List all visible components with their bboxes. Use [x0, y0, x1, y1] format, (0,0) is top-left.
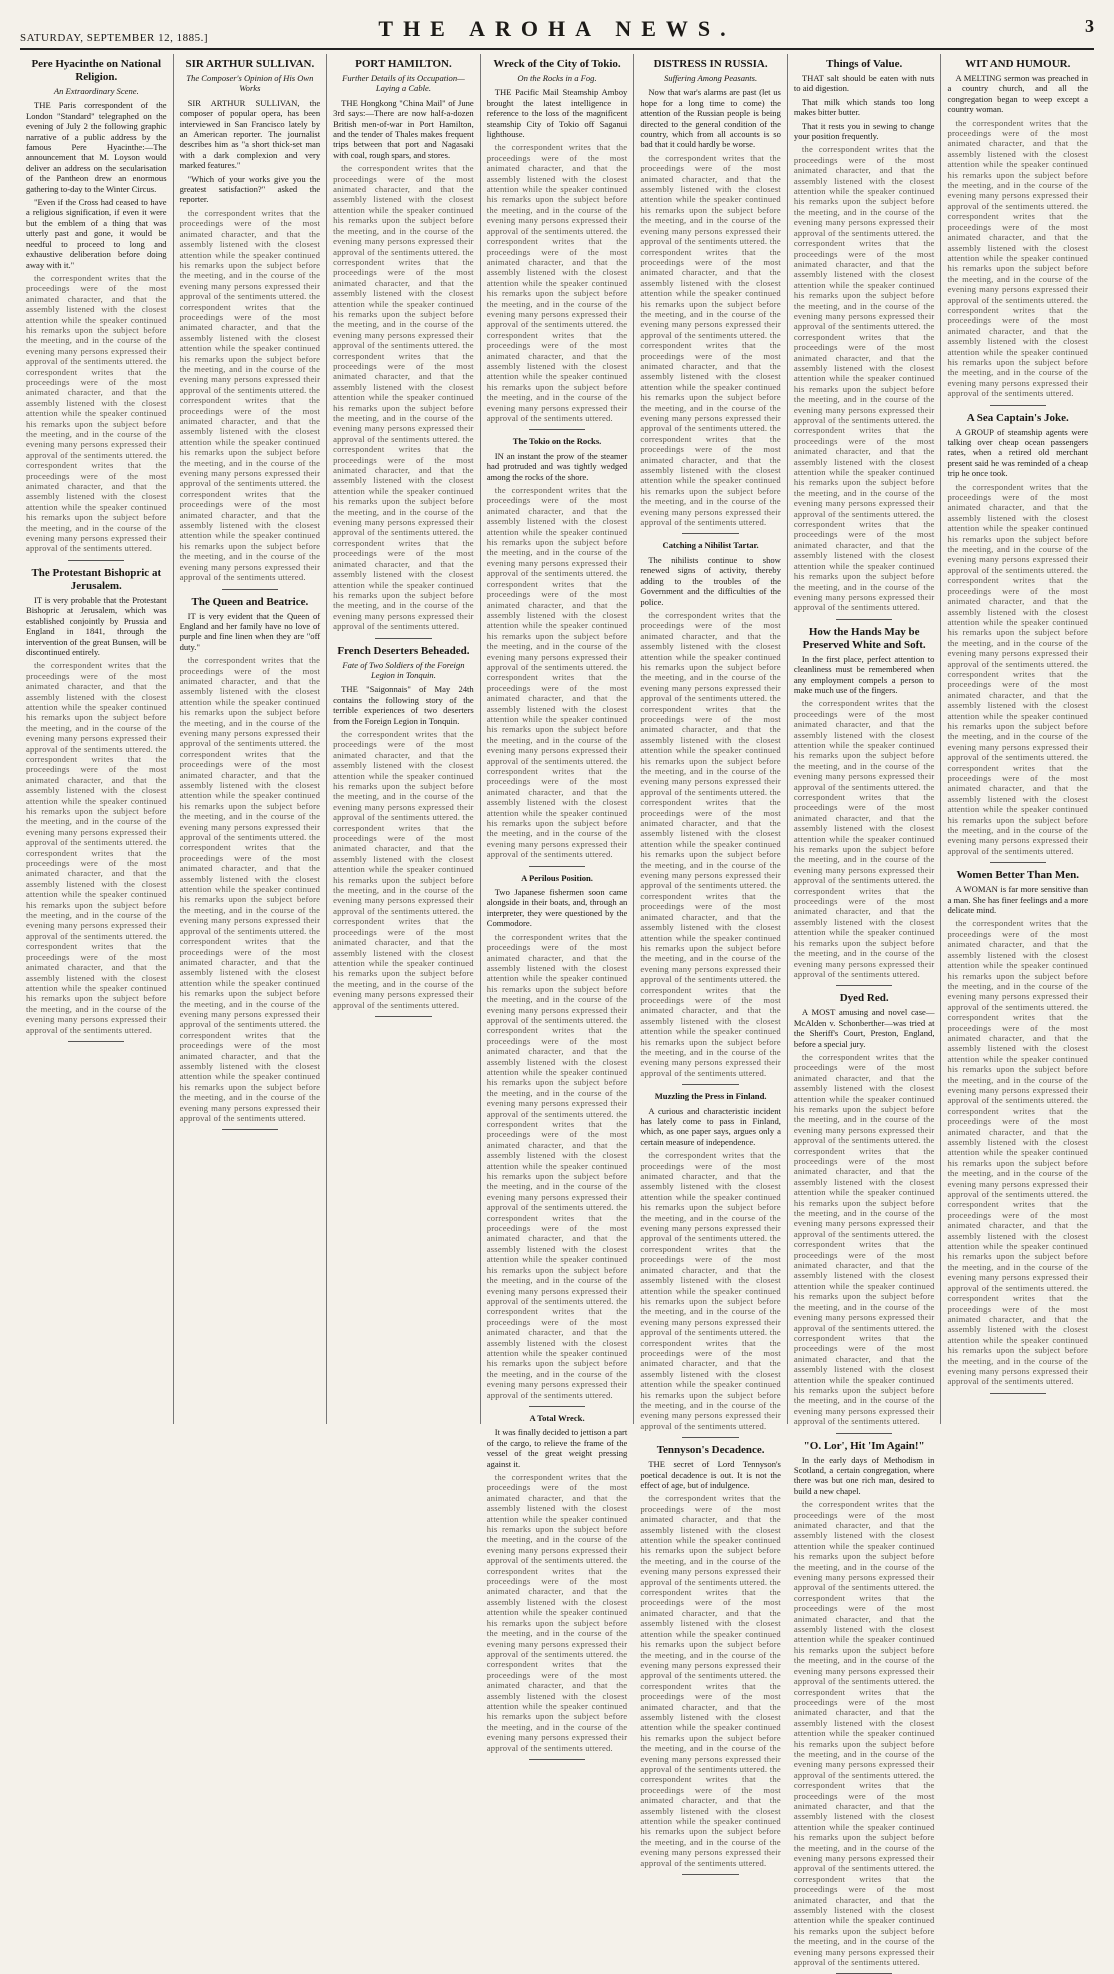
article: [640, 540, 781, 1085]
article-paragraph: Two Japanese fishermen soon came alongside in their boats, and, through an interpreter, they were questioned by the Commodore.: [486, 887, 628, 929]
article-paragraph: THE Pacific Mail Steamship Amboy brought the latest intelligence in reference to the loss of the magnificent steamship City of Tokio off Saganui lighthouse.: [486, 87, 628, 140]
article-heading: A Sea Captain's Joke.: [966, 411, 1069, 424]
body-text-filler: the correspondent writes that the proceedings were of the most animated character, and that the assembly listened with the closest attention while the speaker continued his remarks upon the subject before the meeting, and in the course of the evening many persons expressed their approval of the sentiments uttered. the correspondent writes that the proceedings were of the most animated character, and that the assembly listened with the closest attention while the speaker continued his remarks upon the subject before the meeting, and in the course of the evening many persons expressed their approval of the sentiments uttered. the correspondent writes that the proceedings were of the most animated character, and that the assembly listened with the closest attention while the speaker continued his remarks upon the subject before the meeting, and in the course of the evening many persons expressed their approval of the sentiments uttered. the correspondent writes that the proceedings were of the most animated character, and that the assembly listened with the closest attention while the speaker continued his remarks upon the subject before the meeting, and in the course of the evening many persons expressed their approval of the sentiments uttered.: [486, 485, 628, 860]
body-text-filler: the correspondent writes that the proceedings were of the most animated character, and that the assembly listened with the closest attention while the speaker continued his remarks upon the subject before the meeting, and in the course of the evening many persons expressed their approval of the sentiments uttered. the correspondent writes that the proceedings were of the most animated character, and that the assembly listened with the closest attention while the speaker continued his remarks upon the subject before the meeting, and in the course of the evening many persons expressed their approval of the sentiments uttered. the correspondent writes that the proceedings were of the most animated character, and that the assembly listened with the closest attention while the speaker continued his remarks upon the subject before the meeting, and in the course of the evening many persons expressed their approval of the sentiments uttered. the correspondent writes that the proceedings were of the most animated character, and that the assembly listened with the closest attention while the speaker continued his remarks upon the subject before the meeting, and in the course of the evening many persons expressed their approval of the sentiments uttered. the correspondent writes that the proceedings were of the most animated character, and that the assembly listened with the closest attention while the speaker continued his remarks upon the subject before the meeting, and in the course of the evening many persons expressed their approval of the sentiments uttered.: [640, 609, 781, 1078]
body-text-filler: the correspondent writes that the proceedings were of the most animated character, and that the assembly listened with the closest attention while the speaker continued his remarks upon the subject before the meeting, and in the course of the evening many persons expressed their approval of the sentiments uttered. the correspondent writes that the proceedings were of the most animated character, and that the assembly listened with the closest attention while the speaker continued his remarks upon the subject before the meeting, and in the course of the evening many persons expressed their approval of the sentiments uttered. the correspondent writes that the proceedings were of the most animated character, and that the assembly listened with the closest attention while the speaker continued his remarks upon the subject before the meeting, and in the course of the evening many persons expressed their approval of the sentiments uttered. the correspondent writes that the proceedings were of the most animated character, and that the assembly listened with the closest attention while the speaker continued his remarks upon the subject before the meeting, and in the course of the evening many persons expressed their approval of the sentiments uttered. the correspondent writes that the proceedings were of the most animated character, and that the assembly listened with the closest attention while the speaker continued his remarks upon the subject before the meeting, and in the course of the evening many persons expressed their approval of the sentiments uttered.: [486, 931, 628, 1400]
article-divider: [375, 1016, 431, 1017]
article-heading: The Protestant Bishopric at Jerusalem.: [31, 566, 162, 592]
article-subheading: A Total Wreck.: [529, 1412, 585, 1423]
article-divider: [375, 638, 431, 639]
article: [794, 992, 935, 1433]
article-paragraph: That milk which stands too long makes bitter butter.: [793, 96, 935, 118]
article-paragraph: "Which of your works give you the greatest satisfaction?" asked the reporter.: [179, 173, 321, 205]
column-3: [327, 54, 481, 1424]
article: [487, 436, 628, 866]
body-text-filler: the correspondent writes that the proceedings were of the most animated character, and that the assembly listened with the closest attention while the speaker continued his remarks upon the subject before the meeting, and in the course of the evening many persons expressed their approval of the sentiments uttered. the correspondent writes that the proceedings were of the most animated character, and that the assembly listened with the closest attention while the speaker continued his remarks upon the subject before the meeting, and in the course of the evening many persons expressed their approval of the sentiments uttered. the correspondent writes that the proceedings were of the most animated character, and that the assembly listened with the closest attention while the speaker continued his remarks upon the subject before the meeting, and in the course of the evening many persons expressed their approval of the sentiments uttered.: [793, 698, 935, 979]
column-4: [481, 54, 635, 1753]
article-divider: [529, 1759, 585, 1760]
columns: [20, 54, 1094, 1968]
body-text-filler: the correspondent writes that the proceedings were of the most animated character, and that the assembly listened with the closest attention while the speaker continued his remarks upon the subject before the meeting, and in the course of the evening many persons expressed their approval of the sentiments uttered. the correspondent writes that the proceedings were of the most animated character, and that the assembly listened with the closest attention while the speaker continued his remarks upon the subject before the meeting, and in the course of the evening many persons expressed their approval of the sentiments uttered. the correspondent writes that the proceedings were of the most animated character, and that the assembly listened with the closest attention while the speaker continued his remarks upon the subject before the meeting, and in the course of the evening many persons expressed their approval of the sentiments uttered. the correspondent writes that the proceedings were of the most animated character, and that the assembly listened with the closest attention while the speaker continued his remarks upon the subject before the meeting, and in the course of the evening many persons expressed their approval of the sentiments uttered.: [640, 1493, 781, 1868]
article-paragraph: SIR ARTHUR SULLIVAN, the composer of popular opera, has been interviewed in San Francisco lately by an American reporter. The journalist describes him as "a short thick-set man with a dark complexion and very marked features.": [179, 97, 321, 171]
body-text-filler: the correspondent writes that the proceedings were of the most animated character, and that the assembly listened with the closest attention while the speaker continued his remarks upon the subject before the meeting, and in the course of the evening many persons expressed their approval of the sentiments uttered. the correspondent writes that the proceedings were of the most animated character, and that the assembly listened with the closest attention while the speaker continued his remarks upon the subject before the meeting, and in the course of the evening many persons expressed their approval of the sentiments uttered. the correspondent writes that the proceedings were of the most animated character, and that the assembly listened with the closest attention while the speaker continued his remarks upon the subject before the meeting, and in the course of the evening many persons expressed their approval of the sentiments uttered. the correspondent writes that the proceedings were of the most animated character, and that the assembly listened with the closest attention while the speaker continued his remarks upon the subject before the meeting, and in the course of the evening many persons expressed their approval of the sentiments uttered.: [640, 152, 781, 528]
article-heading: DISTRESS IN RUSSIA.: [653, 58, 768, 70]
article-subheading: Suffering Among Peasants.: [664, 73, 758, 83]
article-heading: Pere Hyacinthe on National Religion.: [31, 58, 162, 83]
masthead: [20, 14, 1094, 50]
column-1: [20, 54, 174, 1424]
article-subheading: The Tokio on the Rocks.: [512, 436, 602, 447]
article: [947, 412, 1088, 864]
article-divider: [529, 866, 585, 867]
article-heading: Tennyson's Decadence.: [656, 1444, 765, 1457]
article-paragraph: IN an instant the prow of the steamer had protruded and was tightly wedged among the rocks of the shore.: [486, 450, 628, 482]
article-heading: Women Better Than Men.: [956, 869, 1079, 882]
article-paragraph: In the early days of Methodism in Scotland, a certain congregation, where there was but one rich man, desired to build a new chapel.: [793, 1454, 935, 1496]
article-heading: "O. Lor', Hit 'Im Again!": [803, 1439, 925, 1452]
article-heading: Dyed Red.: [839, 992, 889, 1005]
article-paragraph: Now that war's alarms are past (let us hope for a long time to come) the attention of the Russian people is being directed to the general condition of the country, which from all accounts is so bad that it could hardly be worse.: [640, 87, 781, 150]
body-text-filler: the correspondent writes that the proceedings were of the most animated character, and that the assembly listened with the closest attention while the speaker continued his remarks upon the subject before the meeting, and in the course of the evening many persons expressed their approval of the sentiments uttered. the correspondent writes that the proceedings were of the most animated character, and that the assembly listened with the closest attention while the speaker continued his remarks upon the subject before the meeting, and in the course of the evening many persons expressed their approval of the sentiments uttered. the correspondent writes that the proceedings were of the most animated character, and that the assembly listened with the closest attention while the speaker continued his remarks upon the subject before the meeting, and in the course of the evening many persons expressed their approval of the sentiments uttered. the correspondent writes that the proceedings were of the most animated character, and that the assembly listened with the closest attention while the speaker continued his remarks upon the subject before the meeting, and in the course of the evening many persons expressed their approval of the sentiments uttered.: [26, 660, 167, 1035]
article-paragraph: THE Paris correspondent of the London "Standard" telegraphed on the evening of July 2 the following graphic narrative of a public address by the famous Pere Hyacinthe:—The announcement that M. Loyson would deliver an address on the secularisation of the Pantheon drew an enormous gathering to-day to the Winter Circus.: [26, 100, 167, 194]
article-divider: [222, 589, 278, 590]
article-paragraph: IT is very probable that the Protestant Bishopric at Jerusalem, which was established conjointly by Prussia and England in 1841, through the intervention of the great Bunsen, will be discontinued entirely.: [26, 594, 167, 657]
article: [487, 1413, 628, 1760]
article: [794, 626, 935, 987]
article-paragraph: A MOST amusing and novel case—McAlden v. Schonberther—was tried at the Sheriff's Court, Preston, England, before a special jury.: [793, 1007, 935, 1049]
article-divider: [68, 1041, 124, 1042]
article-heading: WIT AND HUMOUR.: [965, 58, 1071, 70]
article-divider: [682, 533, 738, 534]
article-paragraph: THE "Saigonnais" of May 24th contains the following story of the terrible experiences of two deserters from the Foreign Legion in Tonquin.: [333, 684, 474, 726]
article: [180, 58, 321, 590]
article: [947, 58, 1088, 406]
article-paragraph: A GROUP of steamship agents were talking over cheap ocean passengers rates, when a retired old merchant present said he was reminded of a cheap trip he once took.: [947, 426, 1089, 479]
article-heading: French Deserters Beheaded.: [337, 644, 470, 657]
article: [333, 645, 474, 1017]
article: [794, 1440, 935, 1974]
body-text-filler: the correspondent writes that the proceedings were of the most animated character, and that the assembly listened with the closest attention while the speaker continued his remarks upon the subject before the meeting, and in the course of the evening many persons expressed their approval of the sentiments uttered. the correspondent writes that the proceedings were of the most animated character, and that the assembly listened with the closest attention while the speaker continued his remarks upon the subject before the meeting, and in the course of the evening many persons expressed their approval of the sentiments uttered. the correspondent writes that the proceedings were of the most animated character, and that the assembly listened with the closest attention while the speaker continued his remarks upon the subject before the meeting, and in the course of the evening many persons expressed their approval of the sentiments uttered. the correspondent writes that the proceedings were of the most animated character, and that the assembly listened with the closest attention while the speaker continued his remarks upon the subject before the meeting, and in the course of the evening many persons expressed their approval of the sentiments uttered.: [179, 207, 321, 583]
article-divider: [990, 862, 1046, 863]
article: [947, 869, 1088, 1394]
body-text-filler: the correspondent writes that the proceedings were of the most animated character, and that the assembly listened with the closest attention while the speaker continued his remarks upon the subject before the meeting, and in the course of the evening many persons expressed their approval of the sentiments uttered. the correspondent writes that the proceedings were of the most animated character, and that the assembly listened with the closest attention while the speaker continued his remarks upon the subject before the meeting, and in the course of the evening many persons expressed their approval of the sentiments uttered. the correspondent writes that the proceedings were of the most animated character, and that the assembly listened with the closest attention while the speaker continued his remarks upon the subject before the meeting, and in the course of the evening many persons expressed their approval of the sentiments uttered. the correspondent writes that the proceedings were of the most animated character, and that the assembly listened with the closest attention while the speaker continued his remarks upon the subject before the meeting, and in the course of the evening many persons expressed their approval of the sentiments uttered. the correspondent writes that the proceedings were of the most animated character, and that the assembly listened with the closest attention while the speaker continued his remarks upon the subject before the meeting, and in the course of the evening many persons expressed their approval of the sentiments uttered.: [947, 918, 1089, 1387]
body-text-filler: the correspondent writes that the proceedings were of the most animated character, and that the assembly listened with the closest attention while the speaker continued his remarks upon the subject before the meeting, and in the course of the evening many persons expressed their approval of the sentiments uttered. the correspondent writes that the proceedings were of the most animated character, and that the assembly listened with the closest attention while the speaker continued his remarks upon the subject before the meeting, and in the course of the evening many persons expressed their approval of the sentiments uttered. the correspondent writes that the proceedings were of the most animated character, and that the assembly listened with the closest attention while the speaker continued his remarks upon the subject before the meeting, and in the course of the evening many persons expressed their approval of the sentiments uttered. the correspondent writes that the proceedings were of the most animated character, and that the assembly listened with the closest attention while the speaker continued his remarks upon the subject before the meeting, and in the course of the evening many persons expressed their approval of the sentiments uttered. the correspondent writes that the proceedings were of the most animated character, and that the assembly listened with the closest attention while the speaker continued his remarks upon the subject before the meeting, and in the course of the evening many persons expressed their approval of the sentiments uttered.: [333, 163, 474, 632]
article-heading: SIR ARTHUR SULLIVAN.: [185, 58, 315, 70]
article-subheading: An Extraordinary Scene.: [53, 86, 139, 96]
article: [487, 873, 628, 1407]
article-divider: [529, 1406, 585, 1407]
article-paragraph: IT is very evident that the Queen of England and her family have no love of purple and fine linen when they are "off duty.": [179, 610, 321, 652]
article-heading: Things of Value.: [826, 58, 903, 70]
article-subheading: Fate of Two Soldiers of the Foreign Legion in Tonquin.: [342, 659, 465, 680]
article-paragraph: A MELTING sermon was preached in a country church, and all the congregation began to weep except a country woman.: [947, 73, 1089, 115]
article: [640, 58, 781, 534]
article: [794, 58, 935, 620]
article-heading: Wreck of the City of Tokio.: [493, 58, 621, 70]
body-text-filler: the correspondent writes that the proceedings were of the most animated character, and that the assembly listened with the closest attention while the speaker continued his remarks upon the subject before the meeting, and in the course of the evening many persons expressed their approval of the sentiments uttered. the correspondent writes that the proceedings were of the most animated character, and that the assembly listened with the closest attention while the speaker continued his remarks upon the subject before the meeting, and in the course of the evening many persons expressed their approval of the sentiments uttered. the correspondent writes that the proceedings were of the most animated character, and that the assembly listened with the closest attention while the speaker continued his remarks upon the subject before the meeting, and in the course of the evening many persons expressed their approval of the sentiments uttered. the correspondent writes that the proceedings were of the most animated character, and that the assembly listened with the closest attention while the speaker continued his remarks upon the subject before the meeting, and in the course of the evening many persons expressed their approval of the sentiments uttered. the correspondent writes that the proceedings were of the most animated character, and that the assembly listened with the closest attention while the speaker continued his remarks upon the subject before the meeting, and in the course of the evening many persons expressed their approval of the sentiments uttered.: [793, 144, 935, 613]
article: [180, 596, 321, 1131]
article-divider: [836, 1433, 892, 1434]
article-divider: [222, 1129, 278, 1130]
article-paragraph: "Even if the Cross had ceased to have a religious signification, if even it were but the emblem of a thing that was utterly past and gone, it would be needful to proceed to long and exhaustive deliberation before doing away with it.": [26, 197, 167, 270]
article-subheading: A Perilous Position.: [521, 872, 593, 883]
article-divider: [836, 619, 892, 620]
column-5: [634, 54, 788, 1868]
article: [487, 58, 628, 430]
column-7: [941, 54, 1094, 1424]
article-paragraph: The nihilists continue to show renewed signs of activity, thereby adding to the troubles of the Government and the difficulties of the police.: [640, 554, 781, 607]
article: [640, 1091, 781, 1438]
article-divider: [529, 429, 585, 430]
article-heading: PORT HAMILTON.: [355, 58, 452, 70]
article-subheading: On the Rocks in a Fog.: [517, 73, 597, 83]
body-text-filler: the correspondent writes that the proceedings were of the most animated character, and that the assembly listened with the closest attention while the speaker continued his remarks upon the subject before the meeting, and in the course of the evening many persons expressed their approval of the sentiments uttered. the correspondent writes that the proceedings were of the most animated character, and that the assembly listened with the closest attention while the speaker continued his remarks upon the subject before the meeting, and in the course of the evening many persons expressed their approval of the sentiments uttered. the correspondent writes that the proceedings were of the most animated character, and that the assembly listened with the closest attention while the speaker continued his remarks upon the subject before the meeting, and in the course of the evening many persons expressed their approval of the sentiments uttered. the correspondent writes that the proceedings were of the most animated character, and that the assembly listened with the closest attention while the speaker continued his remarks upon the subject before the meeting, and in the course of the evening many persons expressed their approval of the sentiments uttered.: [793, 1051, 935, 1427]
body-text-filler: the correspondent writes that the proceedings were of the most animated character, and that the assembly listened with the closest attention while the speaker continued his remarks upon the subject before the meeting, and in the course of the evening many persons expressed their approval of the sentiments uttered. the correspondent writes that the proceedings were of the most animated character, and that the assembly listened with the closest attention while the speaker continued his remarks upon the subject before the meeting, and in the course of the evening many persons expressed their approval of the sentiments uttered. the correspondent writes that the proceedings were of the most animated character, and that the assembly listened with the closest attention while the speaker continued his remarks upon the subject before the meeting, and in the course of the evening many persons expressed their approval of the sentiments uttered.: [486, 142, 628, 423]
newspaper-title: THE AROHA NEWS.: [378, 16, 736, 41]
article: [640, 1444, 781, 1875]
body-text-filler: the correspondent writes that the proceedings were of the most animated character, and that the assembly listened with the closest attention while the speaker continued his remarks upon the subject before the meeting, and in the course of the evening many persons expressed their approval of the sentiments uttered. the correspondent writes that the proceedings were of the most animated character, and that the assembly listened with the closest attention while the speaker continued his remarks upon the subject before the meeting, and in the course of the evening many persons expressed their approval of the sentiments uttered. the correspondent writes that the proceedings were of the most animated character, and that the assembly listened with the closest attention while the speaker continued his remarks upon the subject before the meeting, and in the course of the evening many persons expressed their approval of the sentiments uttered.: [947, 117, 1089, 399]
newspaper-page: [20, 14, 1094, 1968]
article-paragraph: That it rests you in sewing to change your position frequently.: [793, 120, 935, 142]
body-text-filler: the correspondent writes that the proceedings were of the most animated character, and that the assembly listened with the closest attention while the speaker continued his remarks upon the subject before the meeting, and in the course of the evening many persons expressed their approval of the sentiments uttered. the correspondent writes that the proceedings were of the most animated character, and that the assembly listened with the closest attention while the speaker continued his remarks upon the subject before the meeting, and in the course of the evening many persons expressed their approval of the sentiments uttered. the correspondent writes that the proceedings were of the most animated character, and that the assembly listened with the closest attention while the speaker continued his remarks upon the subject before the meeting, and in the course of the evening many persons expressed their approval of the sentiments uttered. the correspondent writes that the proceedings were of the most animated character, and that the assembly listened with the closest attention while the speaker continued his remarks upon the subject before the meeting, and in the course of the evening many persons expressed their approval of the sentiments uttered. the correspondent writes that the proceedings were of the most animated character, and that the assembly listened with the closest attention while the speaker continued his remarks upon the subject before the meeting, and in the course of the evening many persons expressed their approval of the sentiments uttered.: [179, 655, 321, 1123]
article-subheading: The Composer's Opinion of His Own Works: [186, 73, 314, 94]
article-divider: [990, 405, 1046, 406]
article: [26, 58, 167, 561]
column-6: [788, 54, 942, 1968]
article-divider: [682, 1084, 738, 1085]
article-paragraph: THAT salt should be eaten with nuts to aid digestion.: [793, 73, 935, 94]
issue-date: SATURDAY, SEPTEMBER 12, 1885.]: [20, 32, 208, 44]
body-text-filler: the correspondent writes that the proceedings were of the most animated character, and that the assembly listened with the closest attention while the speaker continued his remarks upon the subject before the meeting, and in the course of the evening many persons expressed their approval of the sentiments uttered. the correspondent writes that the proceedings were of the most animated character, and that the assembly listened with the closest attention while the speaker continued his remarks upon the subject before the meeting, and in the course of the evening many persons expressed their approval of the sentiments uttered. the correspondent writes that the proceedings were of the most animated character, and that the assembly listened with the closest attention while the speaker continued his remarks upon the subject before the meeting, and in the course of the evening many persons expressed their approval of the sentiments uttered.: [486, 1472, 628, 1753]
body-text-filler: the correspondent writes that the proceedings were of the most animated character, and that the assembly listened with the closest attention while the speaker continued his remarks upon the subject before the meeting, and in the course of the evening many persons expressed their approval of the sentiments uttered. the correspondent writes that the proceedings were of the most animated character, and that the assembly listened with the closest attention while the speaker continued his remarks upon the subject before the meeting, and in the course of the evening many persons expressed their approval of the sentiments uttered. the correspondent writes that the proceedings were of the most animated character, and that the assembly listened with the closest attention while the speaker continued his remarks upon the subject before the meeting, and in the course of the evening many persons expressed their approval of the sentiments uttered.: [640, 1150, 781, 1431]
article-paragraph: A WOMAN is far more sensitive than a man. She has finer feelings and a more delicate mind.: [947, 884, 1089, 916]
article-subheading: Muzzling the Press in Finland.: [654, 1091, 767, 1102]
article-paragraph: In the first place, perfect attention to cleanliness must be remembered when any employment compels a person to make much use of the fingers.: [793, 653, 935, 695]
article-divider: [836, 985, 892, 986]
article-paragraph: It was finally decided to jettison a part of the cargo, to relieve the frame of the vessel of the great weight pressing against it.: [486, 1427, 628, 1469]
article-heading: The Queen and Beatrice.: [191, 595, 309, 608]
body-text-filler: the correspondent writes that the proceedings were of the most animated character, and that the assembly listened with the closest attention while the speaker continued his remarks upon the subject before the meeting, and in the course of the evening many persons expressed their approval of the sentiments uttered. the correspondent writes that the proceedings were of the most animated character, and that the assembly listened with the closest attention while the speaker continued his remarks upon the subject before the meeting, and in the course of the evening many persons expressed their approval of the sentiments uttered. the correspondent writes that the proceedings were of the most animated character, and that the assembly listened with the closest attention while the speaker continued his remarks upon the subject before the meeting, and in the course of the evening many persons expressed their approval of the sentiments uttered. the correspondent writes that the proceedings were of the most animated character, and that the assembly listened with the closest attention while the speaker continued his remarks upon the subject before the meeting, and in the course of the evening many persons expressed their approval of the sentiments uttered. the correspondent writes that the proceedings were of the most animated character, and that the assembly listened with the closest attention while the speaker continued his remarks upon the subject before the meeting, and in the course of the evening many persons expressed their approval of the sentiments uttered.: [793, 1499, 935, 1968]
article-subheading: Further Details of its Occupation—Laying a Cable.: [342, 73, 465, 94]
article-divider: [682, 1874, 738, 1875]
page-number: 3: [1085, 16, 1094, 36]
article: [333, 58, 474, 639]
article-heading: How the Hands May be Preserved White and Soft.: [802, 625, 926, 651]
body-text-filler: the correspondent writes that the proceedings were of the most animated character, and that the assembly listened with the closest attention while the speaker continued his remarks upon the subject before the meeting, and in the course of the evening many persons expressed their approval of the sentiments uttered. the correspondent writes that the proceedings were of the most animated character, and that the assembly listened with the closest attention while the speaker continued his remarks upon the subject before the meeting, and in the course of the evening many persons expressed their approval of the sentiments uttered. the correspondent writes that the proceedings were of the most animated character, and that the assembly listened with the closest attention while the speaker continued his remarks upon the subject before the meeting, and in the course of the evening many persons expressed their approval of the sentiments uttered. the correspondent writes that the proceedings were of the most animated character, and that the assembly listened with the closest attention while the speaker continued his remarks upon the subject before the meeting, and in the course of the evening many persons expressed their approval of the sentiments uttered.: [947, 481, 1089, 856]
article-paragraph: THE secret of Lord Tennyson's poetical decadence is out. It is not the effect of age, but of indulgence.: [640, 1459, 781, 1490]
article: [26, 567, 167, 1042]
article-divider: [68, 560, 124, 561]
body-text-filler: the correspondent writes that the proceedings were of the most animated character, and that the assembly listened with the closest attention while the speaker continued his remarks upon the subject before the meeting, and in the course of the evening many persons expressed their approval of the sentiments uttered. the correspondent writes that the proceedings were of the most animated character, and that the assembly listened with the closest attention while the speaker continued his remarks upon the subject before the meeting, and in the course of the evening many persons expressed their approval of the sentiments uttered. the correspondent writes that the proceedings were of the most animated character, and that the assembly listened with the closest attention while the speaker continued his remarks upon the subject before the meeting, and in the course of the evening many persons expressed their approval of the sentiments uttered.: [26, 272, 167, 554]
column-2: [174, 54, 328, 1424]
article-paragraph: THE Hongkong "China Mail" of June 3rd says:—There are now half-a-dozen British men-of-war in Port Hamilton, and the tender of Thales makes frequent trips between that port and Nagasaki with coal, rough spars, and stores.: [333, 97, 474, 160]
article-paragraph: A curious and characteristic incident has lately come to pass in Finland, which, as one paper says, argues only a certain measure of independence.: [640, 1105, 781, 1147]
article-divider: [990, 1393, 1046, 1394]
body-text-filler: the correspondent writes that the proceedings were of the most animated character, and that the assembly listened with the closest attention while the speaker continued his remarks upon the subject before the meeting, and in the course of the evening many persons expressed their approval of the sentiments uttered. the correspondent writes that the proceedings were of the most animated character, and that the assembly listened with the closest attention while the speaker continued his remarks upon the subject before the meeting, and in the course of the evening many persons expressed their approval of the sentiments uttered. the correspondent writes that the proceedings were of the most animated character, and that the assembly listened with the closest attention while the speaker continued his remarks upon the subject before the meeting, and in the course of the evening many persons expressed their approval of the sentiments uttered.: [333, 728, 474, 1010]
article-divider: [682, 1437, 738, 1438]
article-subheading: Catching a Nihilist Tartar.: [662, 540, 759, 551]
